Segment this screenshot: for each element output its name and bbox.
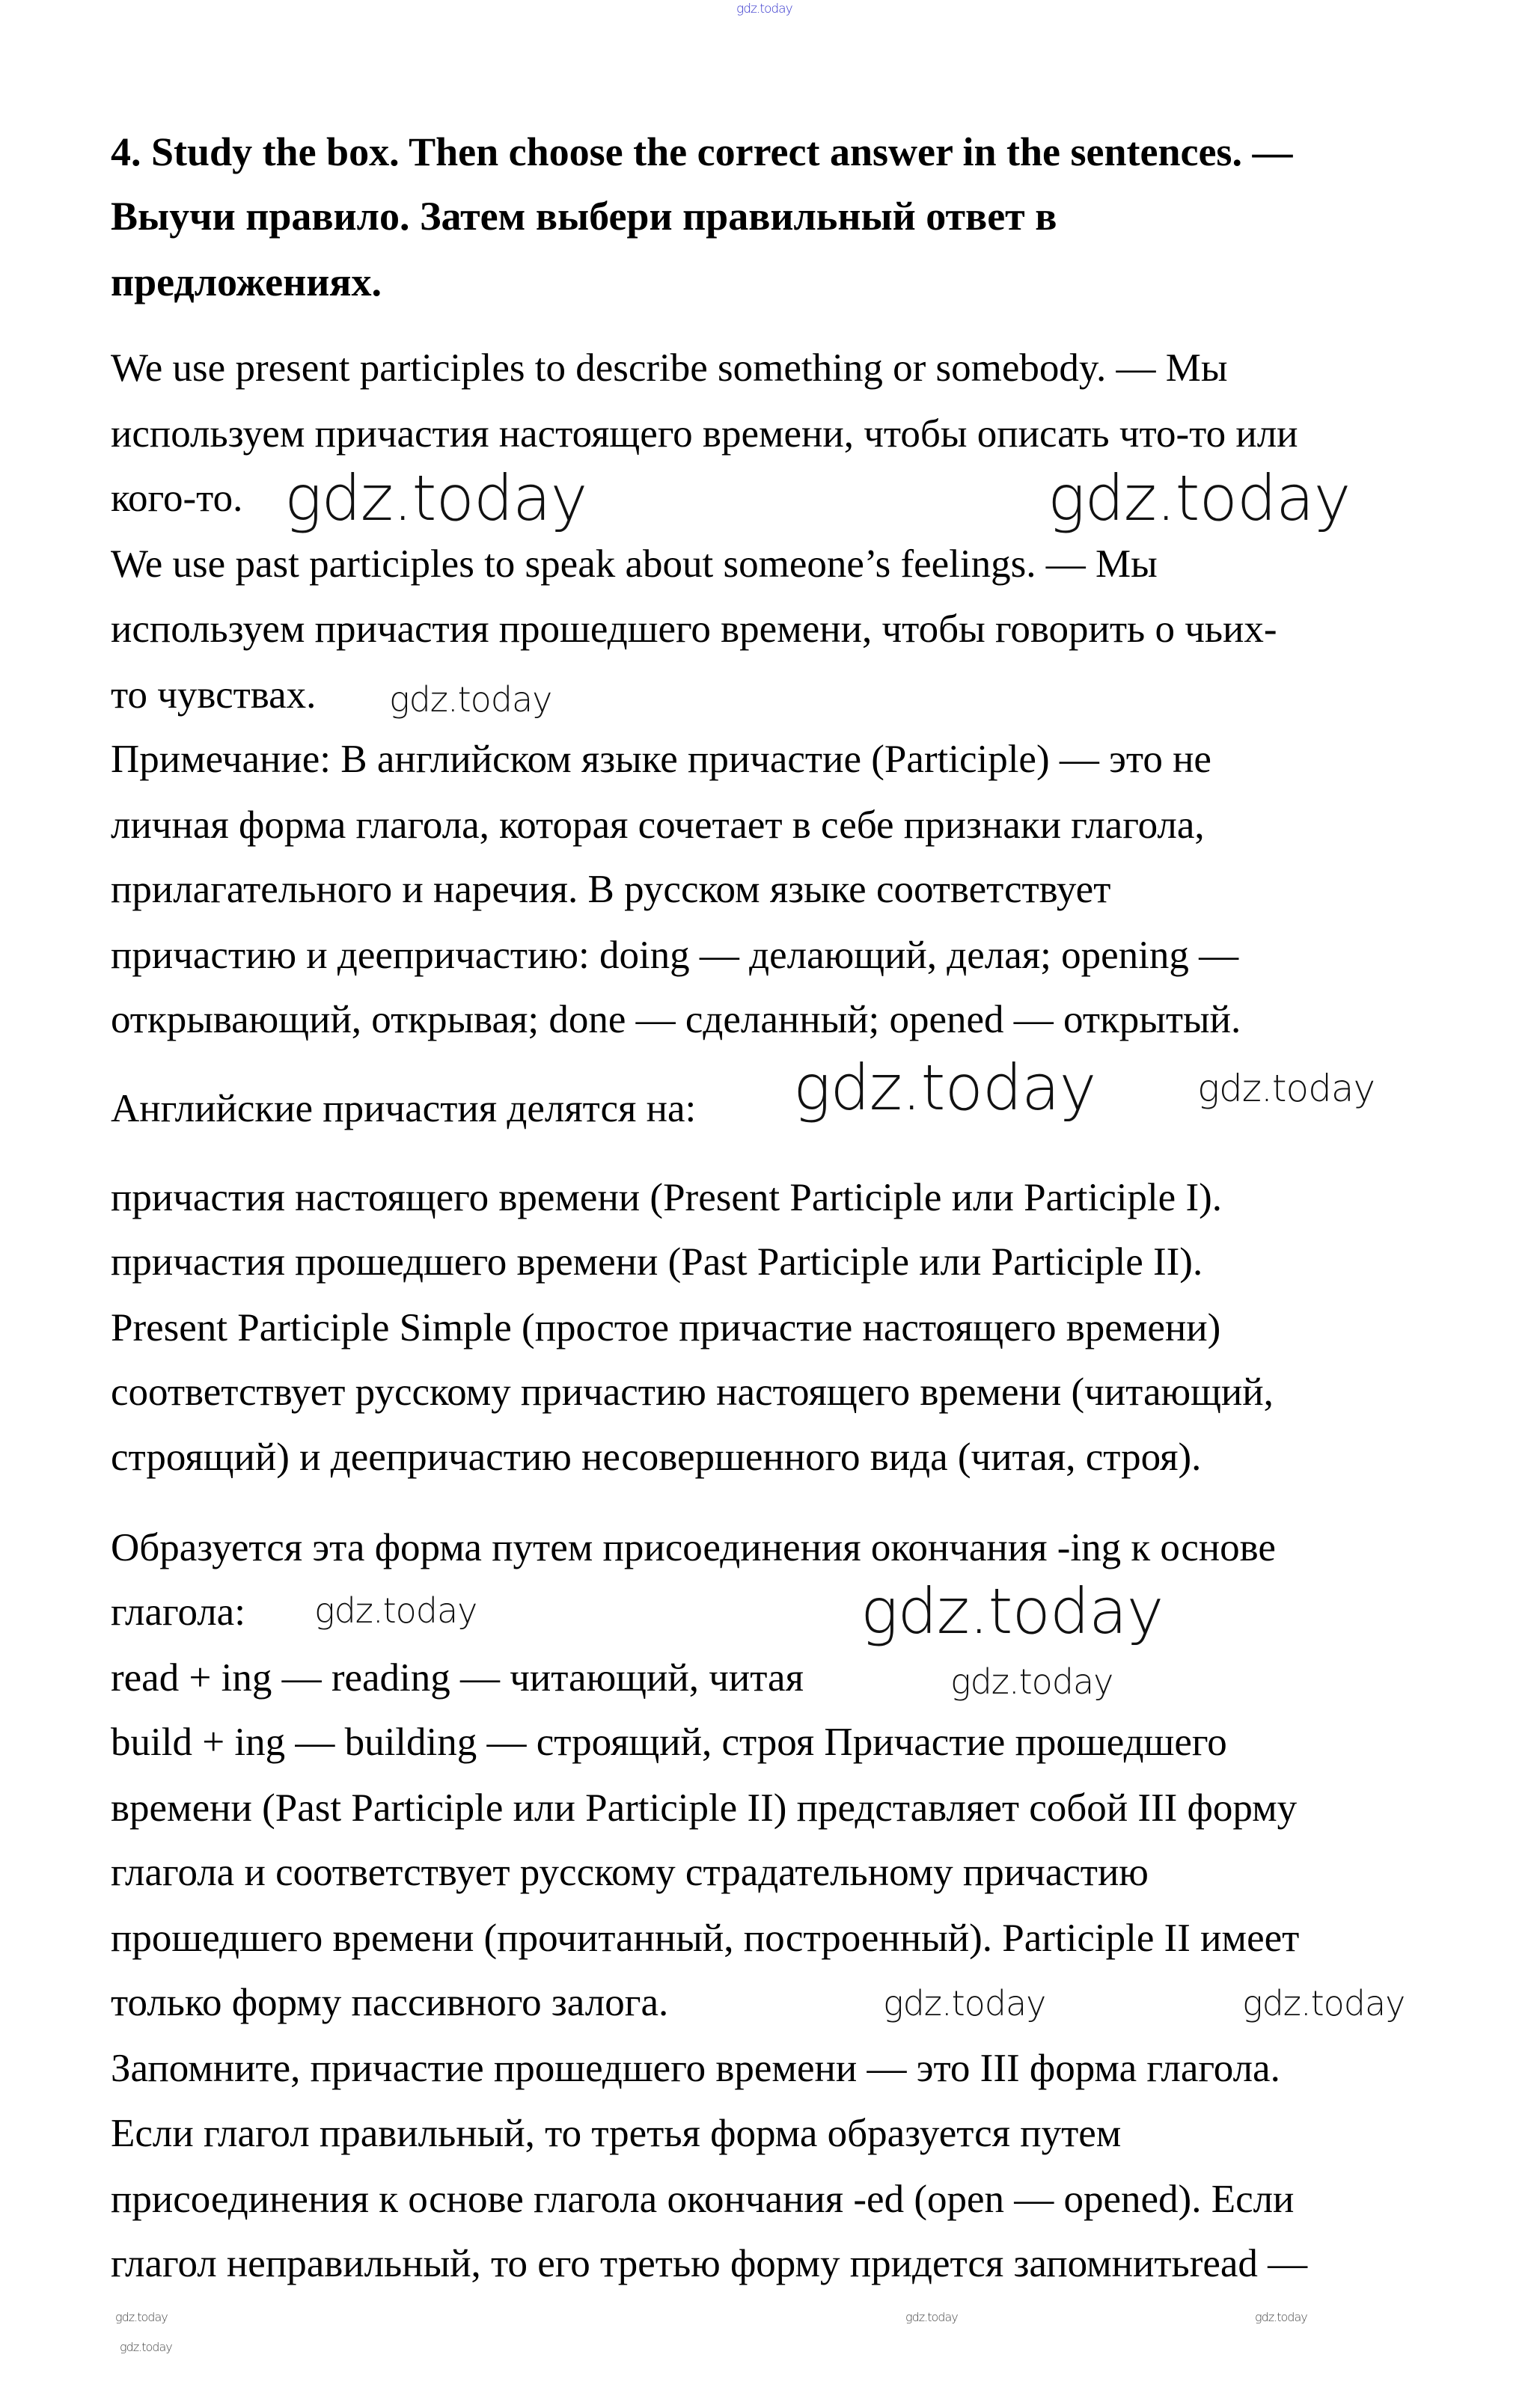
watermark: gdz.today [1197,1067,1375,1110]
watermark: gdz.today [793,1051,1096,1124]
body-text-line: прилагательного и наречия. В русском языке соответствует [111,868,1111,911]
body-text-line: We use present participles to describe something or somebody. — Мы [111,346,1228,390]
body-text-line: причастию и деепричастию: doing — делающий, делая; opening — [111,934,1239,977]
watermark: gdz.today [115,2310,168,2324]
body-text-line: build + ing — building — строящий, строя Причастие прошедшего [111,1721,1227,1764]
body-text-line: глагола и соответствует русскому страдательному причастию [111,1851,1149,1894]
body-text-line: Образуется эта форма путем присоединения окончания -ing к основе [111,1526,1276,1569]
watermark: gdz.today [1048,462,1351,535]
body-text-line: глагол неправильный, то его третью форму придется запомнитьread — [111,2242,1308,2285]
body-text-line: только форму пассивного залога. [111,1981,669,2024]
body-text-line: личная форма глагола, которая сочетает в себе признаки глагола, [111,803,1205,847]
watermark: gdz.today [389,679,552,720]
body-text-line: Present Participle Simple (простое причастие настоящего времени) [111,1306,1221,1349]
body-text-line: соответствует русскому причастию настоящего времени (читающий, [111,1370,1274,1414]
body-text-line: причастия настоящего времени (Present Participle или Participle I). [111,1176,1223,1219]
watermark: gdz.today [314,1590,477,1631]
exercise-title-line: 4. Study the box. Then choose the correct answer in the sentences. — [111,129,1293,174]
watermark: gdz.today [736,1,792,16]
watermark: gdz.today [120,2340,172,2354]
body-text-line: то чувствах. [111,673,317,717]
body-text-line: используем причастия настоящего времени, чтобы описать что-то или [111,412,1298,456]
watermark: gdz.today [1242,1983,1405,2023]
body-text-line: Запомните, причастие прошедшего времени — это III форма глагола. [111,2047,1280,2090]
body-text-line: Если глагол правильный, то третья форма образуется путем [111,2112,1122,2155]
watermark: gdz.today [883,1983,1046,2023]
body-text-line: времени (Past Participle или Participle II) представляет собой III форму [111,1786,1298,1830]
body-text-line: прошедшего времени (прочитанный, построенный). Participle II имеет [111,1917,1300,1960]
body-text-line: строящий) и деепричастию несовершенного вида (читая, строя). [111,1436,1202,1479]
body-text-line: кого-то. [111,477,243,520]
body-text-line: We use past participles to speak about someone’s feelings. — Мы [111,542,1158,586]
watermark: gdz.today [1255,2310,1307,2324]
body-text-line: открывающий, открывая; done — сделанный; opened — открытый. [111,998,1241,1041]
watermark: gdz.today [861,1575,1164,1648]
body-text-line: используем причастия прошедшего времени, чтобы говорить о чьих- [111,607,1277,651]
body-text-line: глагола: [111,1590,245,1634]
watermark: gdz.today [284,462,587,535]
body-text-line: Английские причастия делятся на: [111,1087,697,1130]
exercise-title-line: предложениях. [111,260,382,304]
watermark: gdz.today [905,2310,958,2324]
body-text-line: Примечание: В английском языке причастие (Participle) — это не [111,738,1211,781]
body-text-line: read + ing — reading — читающий, читая [111,1656,804,1700]
watermark: gdz.today [950,1661,1113,1702]
exercise-title-line: Выучи правило. Затем выбери правильный ответ в [111,194,1057,239]
body-text-line: присоединения к основе глагола окончания -ed (open — opened). Если [111,2178,1295,2221]
body-text-line: причастия прошедшего времени (Past Participle или Participle II). [111,1240,1203,1284]
